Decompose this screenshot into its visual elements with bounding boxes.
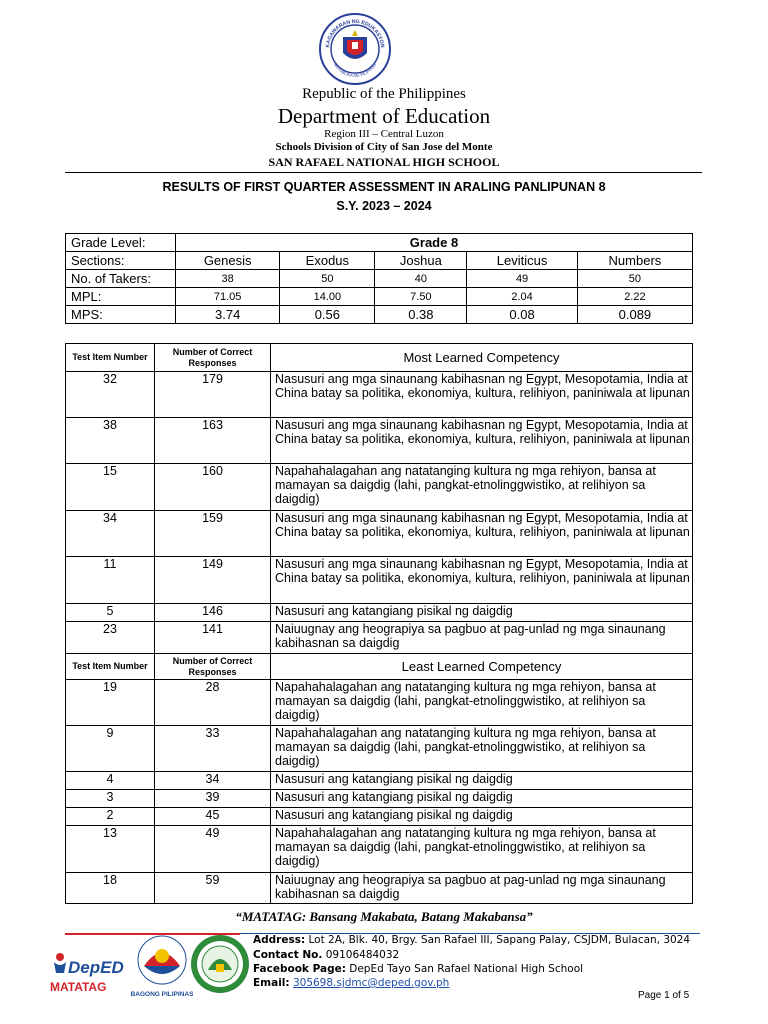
takers-row xyxy=(66,270,693,288)
svg-text:MATATAG: MATATAG xyxy=(50,980,107,994)
report-title: RESULTS OF FIRST QUARTER ASSESSMENT IN ARALING PANLIPUNAN 8 xyxy=(162,180,606,194)
svg-text:DepED: DepED xyxy=(68,958,124,977)
correct-count: 160 xyxy=(155,464,271,511)
least-learned-row xyxy=(66,772,693,790)
competency-text: Napahahalagahan ang natatanging kultura ng mga rehiyon, bansa at mamayan sa daigdig (lahi, pangkat-etnolinggwistiko, at relihiyon sa daigdig) xyxy=(271,726,693,772)
division-line: Schools Division of City of San Jose del Monte xyxy=(275,141,493,153)
correct-count: 146 xyxy=(155,604,271,622)
correct-count: 34 xyxy=(155,772,271,790)
section-cell: Genesis xyxy=(176,252,280,270)
correct-count: 179 xyxy=(155,372,271,418)
item-number: 2 xyxy=(66,808,155,826)
item-number: 19 xyxy=(66,680,155,726)
takers-cell: 40 xyxy=(375,270,467,288)
item-number: 3 xyxy=(66,790,155,808)
least-learned-row xyxy=(66,826,693,873)
takers-cell: 50 xyxy=(577,270,692,288)
school-year: S.Y. 2023 – 2024 xyxy=(336,199,432,213)
grade-level-row xyxy=(66,234,693,252)
most-learned-row xyxy=(66,557,693,604)
deped-matatag-logo xyxy=(46,945,132,997)
item-number: 34 xyxy=(66,511,155,557)
takers-cell: 50 xyxy=(280,270,375,288)
mpl-cell: 2.04 xyxy=(467,288,577,306)
mpl-cell: 14.00 xyxy=(280,288,375,306)
least-learned-row xyxy=(66,726,693,772)
section-cell: Numbers xyxy=(577,252,692,270)
contact-label: Contact No. xyxy=(253,949,323,961)
svg-text:KAGAWARAN NG EDUKASYON: KAGAWARAN NG EDUKASYON xyxy=(324,18,386,49)
item-number: 13 xyxy=(66,826,155,873)
sections-label: Sections: xyxy=(66,252,176,270)
item-number: 18 xyxy=(66,873,155,904)
takers-cell: 38 xyxy=(176,270,280,288)
correct-responses-header: Number of Correct Responses xyxy=(155,344,271,372)
most-learned-title: Most Learned Competency xyxy=(271,344,693,372)
footer-facebook xyxy=(253,963,583,975)
most-learned-row xyxy=(66,511,693,557)
mpl-label: MPL: xyxy=(66,288,176,306)
competency-table xyxy=(65,343,693,904)
summary-table xyxy=(65,233,693,324)
department-name: Department of Education xyxy=(277,104,491,128)
mps-label: MPS: xyxy=(66,306,176,324)
competency-text: Nasusuri ang mga sinaunang kabihasnan ng Egypt, Mesopotamia, India at China batay sa politika, ekonomiya, kultura, relihiyon, paniniwala at lipunan xyxy=(271,511,693,557)
least-learned-row xyxy=(66,680,693,726)
address-label: Address: xyxy=(253,934,306,946)
competency-text: Nasusuri ang katangiang pisikal ng daigdig xyxy=(271,772,693,790)
correct-responses-header: Number of Correct Responses xyxy=(155,654,271,680)
most-learned-row xyxy=(66,464,693,511)
facebook-label: Facebook Page: xyxy=(253,963,346,975)
most-learned-row xyxy=(66,604,693,622)
correct-count: 28 xyxy=(155,680,271,726)
address-value: Lot 2A, Blk. 40, Brgy. San Rafael III, Sapang Palay, CSJDM, Bulacan, 3024 xyxy=(308,934,691,946)
competency-text: Nasusuri ang mga sinaunang kabihasnan ng Egypt, Mesopotamia, India at China batay sa politika, ekonomiya, kultura, relihiyon, paniniwala at lipunan xyxy=(271,372,693,418)
least-learned-row xyxy=(66,873,693,904)
test-item-number-header: Test Item Number xyxy=(66,654,155,680)
correct-count: 149 xyxy=(155,557,271,604)
most-learned-row xyxy=(66,418,693,464)
svg-text:REPUBLIKA NG PILIPINAS: REPUBLIKA NG PILIPINAS xyxy=(332,61,378,79)
least-learned-header-row xyxy=(66,654,693,680)
item-number: 4 xyxy=(66,772,155,790)
section-cell: Exodus xyxy=(280,252,375,270)
contact-value: 09106484032 xyxy=(325,949,400,961)
least-learned-row xyxy=(66,808,693,826)
school-seal-logo xyxy=(190,934,250,994)
mpl-row xyxy=(66,288,693,306)
mps-cell: 0.08 xyxy=(467,306,577,324)
most-learned-row xyxy=(66,372,693,418)
mps-row xyxy=(66,306,693,324)
grade-level-label: Grade Level: xyxy=(66,234,176,252)
correct-count: 163 xyxy=(155,418,271,464)
mps-cell: 0.089 xyxy=(577,306,692,324)
item-number: 15 xyxy=(66,464,155,511)
email-link[interactable]: 305698.sjdmc@deped.gov.ph xyxy=(292,977,450,989)
header-divider xyxy=(65,172,702,173)
competency-text: Nasusuri ang katangiang pisikal ng daigdig xyxy=(271,808,693,826)
svg-text:BAGONG PILIPINAS: BAGONG PILIPINAS xyxy=(131,991,193,998)
section-cell: Leviticus xyxy=(467,252,577,270)
mps-cell: 3.74 xyxy=(176,306,280,324)
mpl-cell: 7.50 xyxy=(375,288,467,306)
competency-text: Nasusuri ang katangiang pisikal ng daigdig xyxy=(271,604,693,622)
footer-address xyxy=(253,934,690,946)
item-number: 9 xyxy=(66,726,155,772)
correct-count: 59 xyxy=(155,873,271,904)
correct-count: 45 xyxy=(155,808,271,826)
correct-count: 49 xyxy=(155,826,271,873)
item-number: 38 xyxy=(66,418,155,464)
takers-cell: 49 xyxy=(467,270,577,288)
bagong-pilipinas-logo xyxy=(131,932,193,1000)
deped-seal-logo xyxy=(319,13,391,85)
item-number: 32 xyxy=(66,372,155,418)
facebook-value: DepEd Tayo San Rafael National High School xyxy=(349,963,584,975)
region-line: Region III – Central Luzon xyxy=(324,128,444,140)
competency-text: Nasusuri ang mga sinaunang kabihasnan ng Egypt, Mesopotamia, India at China batay sa politika, ekonomiya, kultura, relihiyon, paniniwala at lipunan xyxy=(271,418,693,464)
takers-label: No. of Takers: xyxy=(66,270,176,288)
item-number: 5 xyxy=(66,604,155,622)
competency-text: Naiuugnay ang heograpiya sa pagbuo at pag-unlad ng mga sinaunang kabihasnan sa daigdig xyxy=(271,873,693,904)
most-learned-header-row xyxy=(66,344,693,372)
correct-count: 159 xyxy=(155,511,271,557)
competency-text: Nasusuri ang katangiang pisikal ng daigdig xyxy=(271,790,693,808)
mps-cell: 0.56 xyxy=(280,306,375,324)
item-number: 23 xyxy=(66,622,155,654)
mps-cell: 0.38 xyxy=(375,306,467,324)
email-label: Email: xyxy=(253,977,290,989)
footer-email xyxy=(253,977,449,989)
sections-row xyxy=(66,252,693,270)
republic-line: Republic of the Philippines xyxy=(302,86,466,102)
least-learned-title: Least Learned Competency xyxy=(271,654,693,680)
correct-count: 141 xyxy=(155,622,271,654)
correct-count: 33 xyxy=(155,726,271,772)
competency-text: Napahahalagahan ang natatanging kultura ng mga rehiyon, bansa at mamayan sa daigdig (lahi, pangkat-etnolinggwistiko, at relihiyon sa daigdig) xyxy=(271,464,693,511)
most-learned-row xyxy=(66,622,693,654)
footer-contact xyxy=(253,949,399,961)
competency-text: Nasusuri ang mga sinaunang kabihasnan ng Egypt, Mesopotamia, India at China batay sa politika, ekonomiya, kultura, relihiyon, paniniwala at lipunan xyxy=(271,557,693,604)
section-cell: Joshua xyxy=(375,252,467,270)
test-item-number-header: Test Item Number xyxy=(66,344,155,372)
page-number: Page 1 of 5 xyxy=(638,990,690,1001)
grade-level-value: Grade 8 xyxy=(176,234,693,252)
school-name: SAN RAFAEL NATIONAL HIGH SCHOOL xyxy=(268,155,500,169)
competency-text: Napahahalagahan ang natatanging kultura ng mga rehiyon, bansa at mamayan sa daigdig (lahi, pangkat-etnolinggwistiko, at relihiyon sa daigdig) xyxy=(271,680,693,726)
competency-text: Naiuugnay ang heograpiya sa pagbuo at pag-unlad ng mga sinaunang kabihasnan sa daigdig xyxy=(271,622,693,654)
correct-count: 39 xyxy=(155,790,271,808)
mpl-cell: 71.05 xyxy=(176,288,280,306)
competency-text: Napahahalagahan ang natatanging kultura ng mga rehiyon, bansa at mamayan sa daigdig (lahi, pangkat-etnolinggwistiko, at relihiyon sa daigdig) xyxy=(271,826,693,873)
item-number: 11 xyxy=(66,557,155,604)
least-learned-row xyxy=(66,790,693,808)
matatag-motto: “MATATAG: Bansang Makabata, Batang Makabansa” xyxy=(235,909,533,924)
mpl-cell: 2.22 xyxy=(577,288,692,306)
